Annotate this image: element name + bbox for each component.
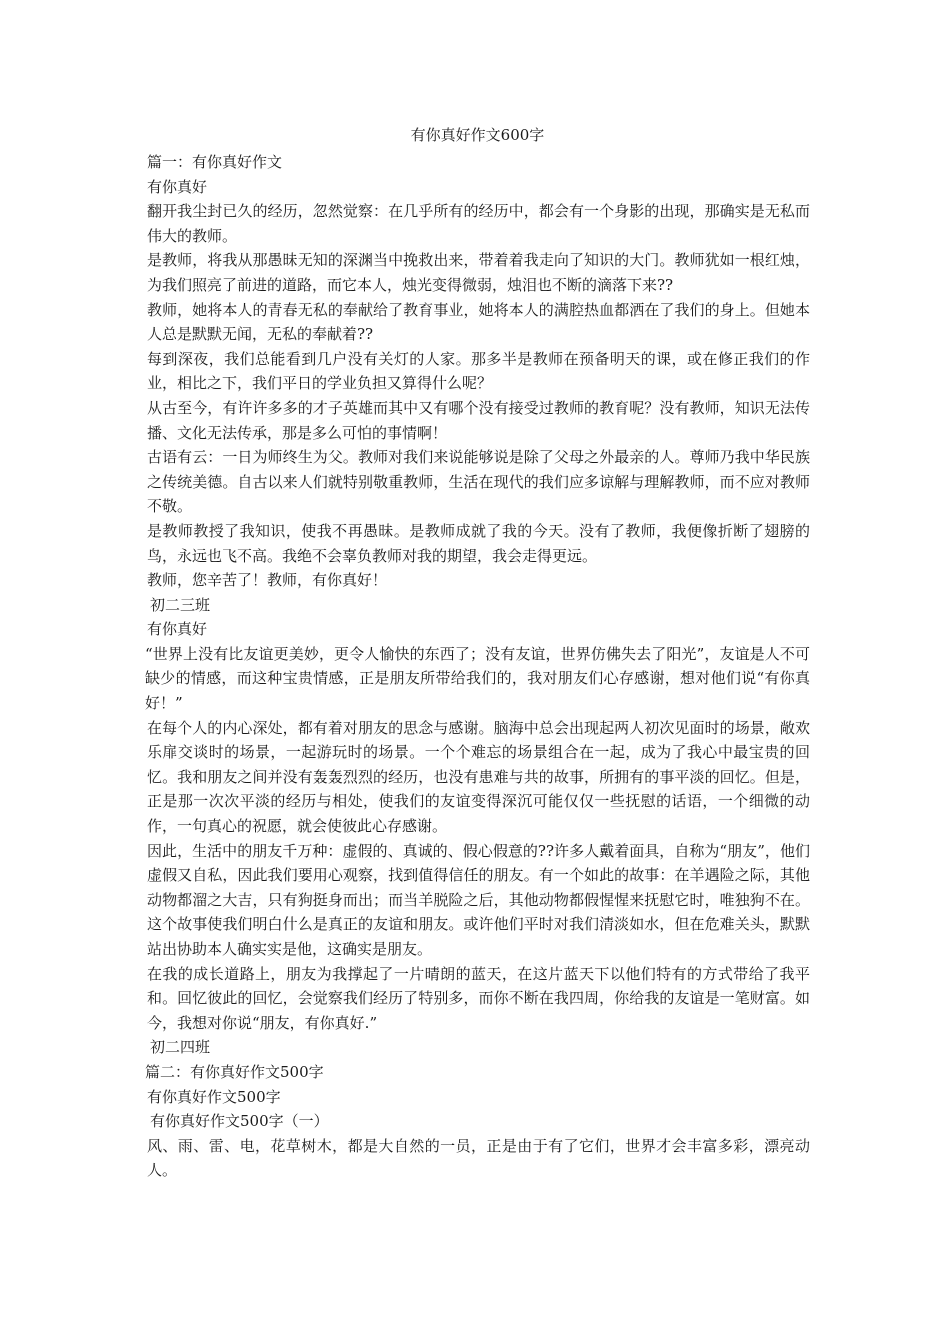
- paragraph: “世界上没有比友谊更美妙，更令人愉快的东西了；没有友谊，世界仿佛失去了阳光”，友谊是人不可缺少的情感，而这种宝贵情感，正是朋友所带给我们的，我对朋友们心存感谢，想对他们说“有你真好！”: [145, 644, 810, 713]
- paragraph: 在每个人的内心深处，都有着对朋友的思念与感谢。脑海中总会出现起两人初次见面时的场景，敞欢乐扉交谈时的场景，一起游玩时的场景。一个个难忘的场景组合在一起，成为了我心中最宝贵的回忆。我和朋友之间并没有轰轰烈烈的经历，也没有患难与共的故事，所拥有的事平淡的回忆。但是，正是那一次次平淡的经历与相处，使我们的友谊变得深沉可能仅仅一些抚慰的话语，一个细微的动作，一句真心的祝愿，就会使彼此心存感谢。: [147, 718, 810, 836]
- class-signature: 初二三班: [150, 595, 211, 614]
- essay-title: 有你真好: [147, 177, 208, 196]
- paragraph: 每到深夜，我们总能看到几户没有关灯的人家。那多半是教师在预备明天的课，或在修正我们的作业，相比之下，我们平日的学业负担又算得什么呢？: [147, 349, 810, 393]
- class-signature: 初二四班: [150, 1038, 211, 1057]
- paragraph: 风、雨、雷、电，花草树木，都是大自然的一员，正是由于有了它们，世界才会丰富多彩，漂亮动人。: [147, 1136, 810, 1180]
- paragraph: 翻开我尘封已久的经历，忽然觉察：在几乎所有的经历中，都会有一个身影的出现，那确实是无私而伟大的教师。: [147, 202, 810, 245]
- section-heading: 篇一：有你真好作文: [147, 153, 283, 171]
- paragraph: 教师，您辛苦了！教师，有你真好！: [147, 571, 388, 590]
- paragraph: 在我的成长道路上，朋友为我撑起了一片晴朗的蓝天，在这片蓝天下以他们特有的方式带给了我平和。回忆彼此的回忆，会觉察我们经历了特别多，而你不断在我四周，你给我的友谊是一笔财富。如今，我想对你说“朋友，有你真好.”: [147, 964, 810, 1032]
- paragraph: 是教师教授了我知识，使我不再愚昧。是教师成就了我的今天。没有了教师，我便像折断了翅膀的鸟，永远也飞不高。我绝不会辜负教师对我的期望，我会走得更远。: [147, 521, 810, 565]
- paragraph: 是教师，将我从那愚昧无知的深渊当中挽救出来，带着着我走向了知识的大门。教师犹如一根红烛，为我们照亮了前进的道路，而它本人，烛光变得微弱，烛泪也不断的滴落下来??: [147, 251, 810, 294]
- section-heading: 篇二：有你真好作文500字: [145, 1062, 324, 1081]
- document-title: 有你真好作文600字: [410, 126, 545, 144]
- paragraph: 从古至今，有许许多多的才子英雄而其中又有哪个没有接受过教师的教育呢？没有教师，知识无法传播、文化无法传承，那是多么可怕的事情啊！: [147, 398, 810, 442]
- paragraph: 古语有云：一日为师终生为父。教师对我们来说能够说是除了父母之外最亲的人。尊师乃我中华民族之传统美德。自古以来人们就特别敬重教师，生活在现代的我们应多谅解与理解教师，而不应对教师不敬。: [147, 448, 810, 516]
- document-page: [145, 122, 810, 1183]
- paragraph: 因此，生活中的朋友千万种：虚假的、真诚的、假心假意的??许多人戴着面具，自称为“朋友”，他们虚假又自私，因此我们要用心观察，找到值得信任的朋友。有一个如此的故事：在羊遇险之际，其他动物都溜之大吉，只有狗挺身而出；而当羊脱险之后，其他动物都假惺惺来抚慰它时，唯独狗不在。这个故事使我们明白什么是真正的友谊和朋友。或许他们平时对我们清淡如水，但在危难关头，默默站出协助本人确实实是他，这确实是朋友。: [147, 841, 810, 958]
- essay-title: 有你真好: [147, 620, 208, 639]
- essay-subtitle: 有你真好作文500字（一）: [150, 1112, 329, 1131]
- paragraph: 教师，她将本人的青春无私的奉献给了教育事业，她将本人的满腔热血都洒在了我们的身上。但她本人总是默默无闻，无私的奉献着??: [147, 300, 810, 344]
- essay-title: 有你真好作文500字: [147, 1087, 281, 1106]
